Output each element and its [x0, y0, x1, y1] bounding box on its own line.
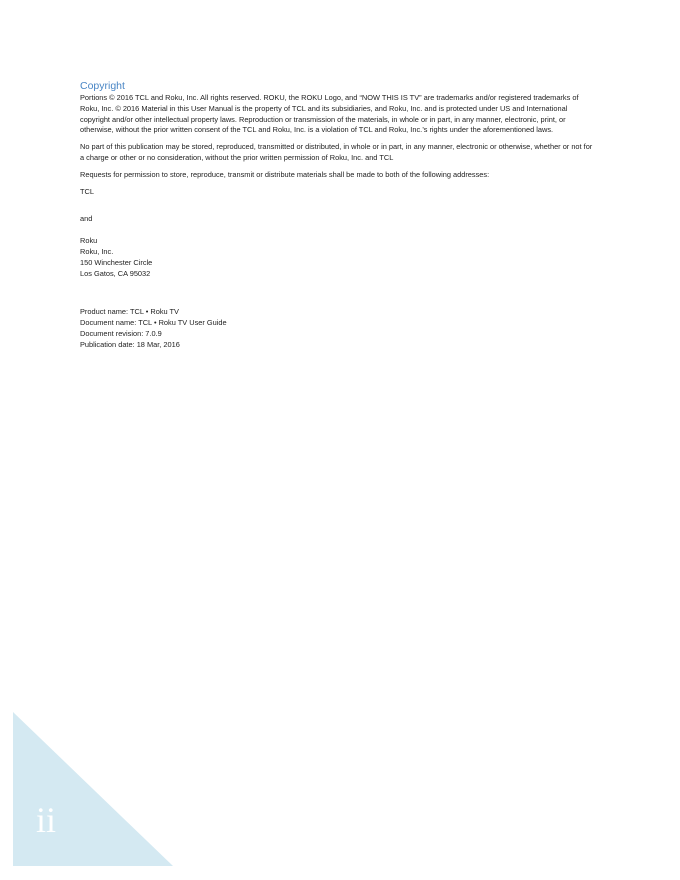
- copyright-paragraph-1: Portions © 2016 TCL and Roku, Inc. All rights reserved. ROKU, the ROKU Logo, and “NOW THIS IS TV” are trademarks and/or registered trademarks of Roku, Inc. © 2016 Material in this User Manual is the property of TCL and its subsidiaries, and Roku, Inc. and is protected under US and International copyright and/or other intellectual property laws. Reproduction or transmission of the materials, in whole or in part, in any manner, electronic, print, or otherwise, without the prior written consent of the TCL and Roku, Inc. is a violation of TCL and Roku, Inc.’s rights under the aforementioned laws.: [80, 93, 579, 135]
- address-line: 150 Winchester Circle: [80, 257, 153, 267]
- address-line: Roku: [80, 236, 98, 246]
- address-roku: [80, 236, 594, 279]
- address-conjunction: and: [80, 214, 93, 224]
- address-line: Roku, Inc.: [80, 246, 114, 256]
- document-revision: Document revision: 7.0.9: [80, 328, 162, 338]
- product-name: Product name: TCL • Roku TV: [80, 307, 179, 317]
- copyright-heading: Copyright: [80, 80, 125, 92]
- address-tcl: TCL: [80, 186, 94, 196]
- corner-triangle-shape: [13, 712, 173, 866]
- publication-date: Publication date: 18 Mar, 2016: [80, 339, 180, 349]
- address-line: Los Gatos, CA 95032: [80, 268, 151, 278]
- copyright-paragraph-2: No part of this publication may be stored, reproduced, transmitted or distributed, in whole or in part, in any manner, electronic or otherwise, whether or not for a charge or other or no consideration, without the prior written permission of Roku, Inc. and TCL: [80, 142, 593, 162]
- corner-triangle-decoration: [13, 712, 173, 866]
- copyright-page-content: [80, 80, 594, 351]
- copyright-paragraph-3: Requests for permission to store, reproduce, transmit or distribute materials shall be made to both of the following addresses:: [80, 169, 490, 179]
- page-number: ii: [36, 800, 57, 840]
- document-name: Document name: TCL • Roku TV User Guide: [80, 318, 227, 328]
- document-info: [80, 307, 594, 350]
